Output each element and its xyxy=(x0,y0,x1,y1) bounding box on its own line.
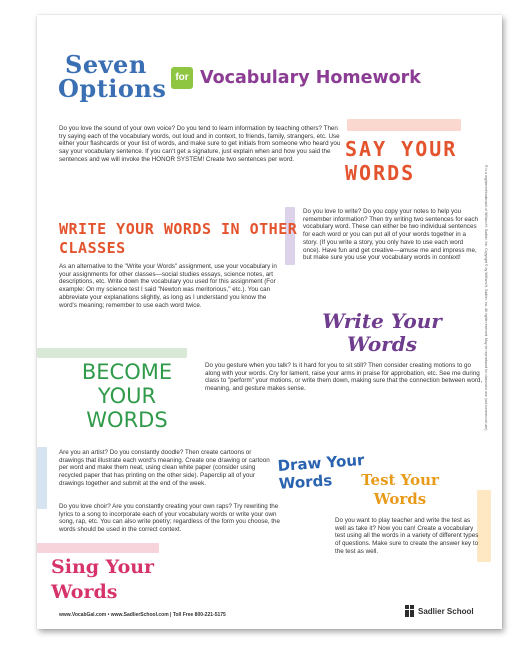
sing-band xyxy=(37,543,159,553)
sadlier-logo-icon xyxy=(405,605,415,617)
draw-body: Are you an artist? Do you constantly doodle? Then create cartoons or drawings that illustrate each word's meaning. Create one drawing or cartoon per word and make them neat, using clean white paper (consider using recycled paper that has printing on the other side). Paperclip all of your drawings together and submit at the end of the week. xyxy=(59,449,270,487)
write-heading: Write Your Words xyxy=(322,309,442,356)
sing-heading: Sing Your Words xyxy=(51,556,155,603)
say-heading: SAY YOUR WORDS xyxy=(345,137,458,185)
title-seven: Seven xyxy=(65,50,147,79)
draw-band xyxy=(37,447,47,509)
say-body: Do you love the sound of your own voice? Do you tend to learn information by teaching others? Then try saying each of the vocabulary words, out loud and in context, to friends, family, strangers, etc. Use either your flashcards or your list of words, and make sure to get initials from someone who heard you say your vocabulary sentence. If you can't get a signature, just explain when and how you said the sentences and we will invoke the HONOR SYSTEM! Create two sentences per word. xyxy=(59,125,341,163)
draw-heading: Draw Your Words xyxy=(277,450,365,493)
title-vocabulary-homework: Vocabulary Homework xyxy=(200,68,421,88)
footer-links[interactable]: www.VocabGal.com • www.SadlierSchool.com | Toll Free 800-221-5175 xyxy=(59,612,226,618)
copyright-text: ® is a registered trademark of William H. Sadlier, Inc. Copyright © by William H. Sadlier, Inc. All rights reserved. May be reproduced for classroom use (not commercial use). xyxy=(484,165,488,432)
become-body: Do you gesture when you talk? Is it hard for you to sit still? Then consider creating motions to go along with your words. Cry for lament, raise your arms in praise for approbation, etc. See me during class to "perform" your motions, or write them down, making sure that the connection between word, meaning, and gesture makes sense. xyxy=(205,362,483,393)
sing-body: Do you love choir? Are you constantly creating your own raps? Try rewriting the lyrics to a song to incorporate each of your vocabulary words or write your own song, rap, etc. You can also write poetry; regardless of the form you choose, the words should be used in the correct context. xyxy=(59,503,280,534)
become-heading: BECOME YOUR WORDS xyxy=(81,360,173,432)
brand-name: Sadlier School xyxy=(418,606,474,616)
say-band xyxy=(347,119,461,131)
test-heading: Test Your Words xyxy=(361,471,439,508)
other-classes-heading: WRITE YOUR WORDS IN OTHER CLASSES xyxy=(59,220,298,257)
sadlier-logo xyxy=(405,605,474,617)
worksheet-page xyxy=(37,15,502,629)
become-band xyxy=(37,348,187,358)
write-body: Do you love to write? Do you copy your notes to help you remember information? Then try writing two sentences for each vocabulary word. These can either be two individual sentences for each word or you can put all of your words together in a story. (If you write a story, you only have to use each word once). Have fun and get creative—amuse me and impress me, but make sure you use your vocabulary words in context! xyxy=(303,208,478,262)
title-options: Options xyxy=(58,74,167,103)
copyright-rail xyxy=(481,165,488,575)
for-badge: for xyxy=(171,67,193,89)
other-classes-body: As an alternative to the "Write your Words" assignment, use your vocabulary in your assignments for other classes—social studies essays, science notes, art descriptions, etc. Write down the vocabulary you used for this assignment (For example: On my science test I said "Newton was meritorious," etc.). You can abbreviate your explanations slightly, as long as I understand you know the word's meaning; remember to use each word twice. xyxy=(59,263,277,309)
test-body: Do you want to play teacher and write the test as well as take it? Now you can! Create a vocabulary test using all the words in a variety of different types of questions. Make sure to create the answer key to the test as well. xyxy=(335,517,479,555)
